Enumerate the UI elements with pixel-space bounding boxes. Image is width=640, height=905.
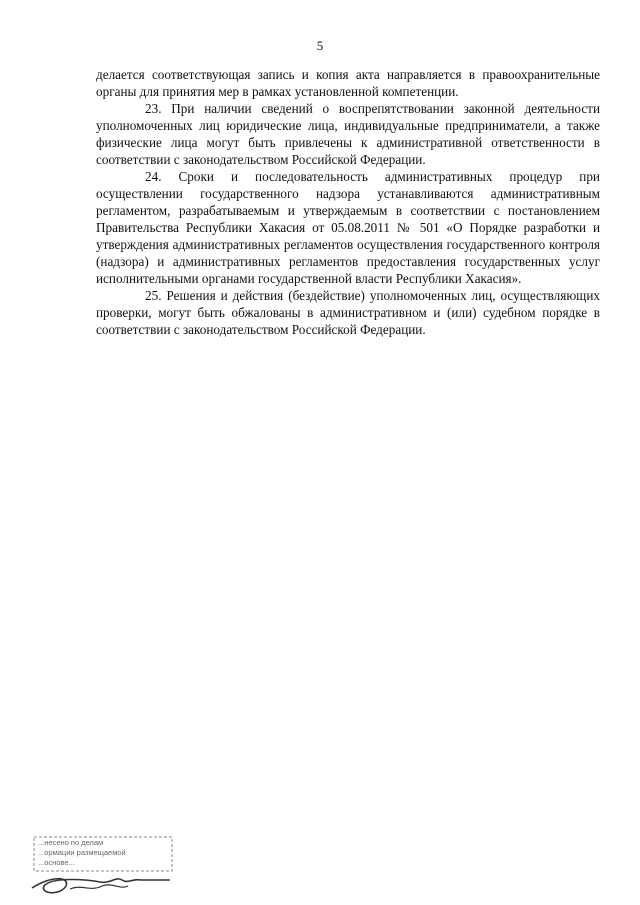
stamp-line-1: ...несено по делам — [38, 838, 104, 847]
stamp-text — [38, 838, 168, 868]
signature-flourish — [70, 885, 128, 889]
stamp-line-2: ...ормации размещаемой — [38, 848, 126, 857]
signature-stroke — [32, 879, 170, 893]
page-number: 5 — [316, 38, 324, 53]
certification-stamp — [30, 836, 176, 898]
paragraph-25: 25. Решения и действия (бездействие) уполномоченных лиц, осуществляющих проверки, могут быть обжалованы в административном и (или) судебном порядке в соответствии с законодательством Российской Федерации. — [96, 288, 600, 337]
paragraph-23: 23. При наличии сведений о воспрепятствовании законной деятельности уполномоченных лиц юридические лица, индивидуальные предприниматели, а также физические лица могут быть привлечены к административной ответственности в соответствии с законодательством Российской Федерации. — [96, 101, 600, 167]
document-body — [96, 66, 600, 338]
paragraph-24: 24. Сроки и последовательность административных процедур при осуществлении государственного надзора устанавливаются административным регламентом, разрабатываемым и утверждаемым в соответствии с постановлением Правительства Республики Хакасия от 05.08.2011 № 501 «О Порядке разработки и утверждения административных регламентов осуществления государственного контроля (надзора) и административных регламентов предоставления государственных услуг исполнительными органами государственной власти Республики Хакасия». — [96, 169, 600, 286]
stamp-line-3: ...основе... — [38, 858, 75, 867]
paragraph-continuation: делается соответствующая запись и копия акта направляется в правоохранительные органы для принятия мер в рамках установленной компетенции. — [96, 67, 600, 99]
